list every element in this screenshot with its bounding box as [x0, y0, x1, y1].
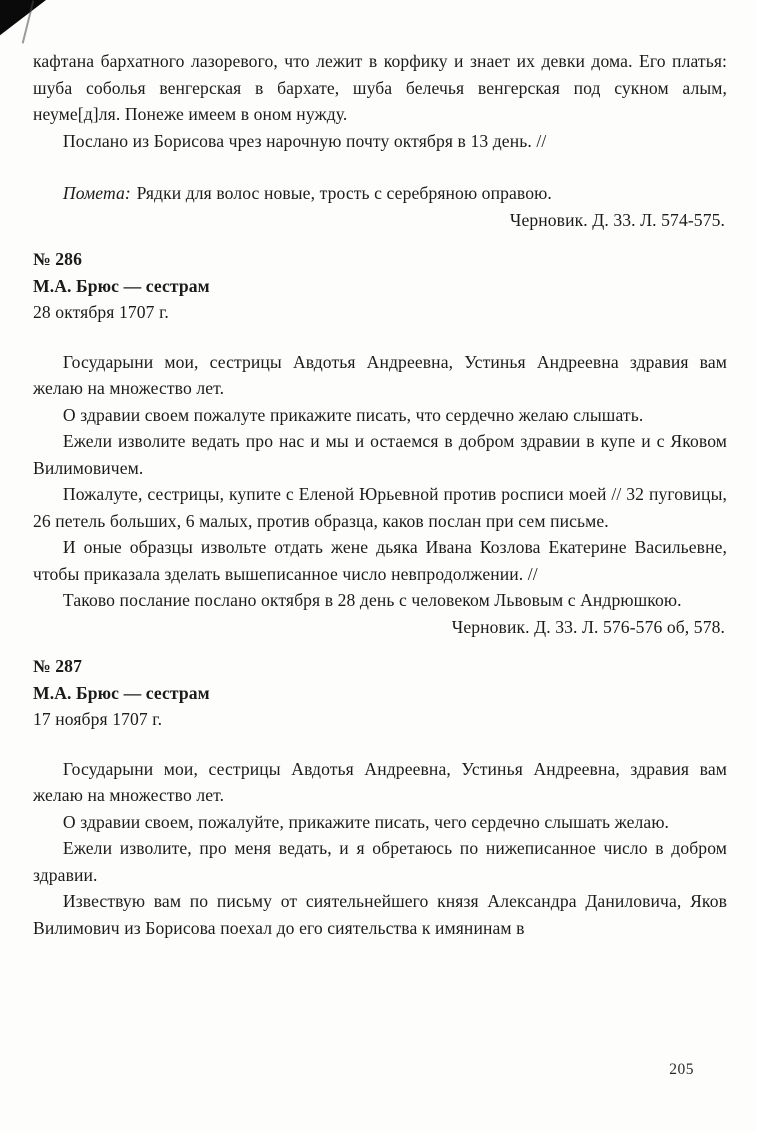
- book-page: [33, 48, 727, 941]
- paragraph: Извествую вам по письму от сиятельнейшего князя Александра Даниловича, Яков Вилимович из Борисова поехал до его сиятельства к имянинам в: [33, 891, 727, 938]
- paragraph: О здравии своем, пожалуйте, прикажите писать, чего сердечно слышать желаю.: [62, 811, 670, 832]
- letter-287: [33, 653, 727, 941]
- paragraph: Ежели изволите, про меня ведать, и я обретаюсь по нижеписанное число в добром здравии.: [33, 838, 727, 885]
- pometa-label: Помета:: [62, 183, 131, 203]
- letter-date: 28 октября 1707 г.: [33, 302, 169, 322]
- pometa-text: Рядки для волос новые, трость с серебряною оправою.: [136, 183, 552, 203]
- letter-287-heading: [33, 653, 727, 733]
- paragraph: Государыни мои, сестрицы Авдотья Андреевна, Устинья Андреевна, здравия вам желаю на множество лет.: [33, 758, 727, 805]
- archive-source: Черновик. Д. 33. Л. 574-575.: [509, 209, 725, 230]
- letter-number: № 287: [33, 656, 82, 676]
- letter-date: 17 ноября 1707 г.: [33, 709, 163, 729]
- paragraph: кафтана бархатного лазоревого, что лежит в корфику и знает их девки дома. Его платья: шуба соболья венгерская в бархате, шуба белечья венгерская под сукном алым, неуме[д]ля. Понеже имеем в оном нужду.: [33, 51, 727, 124]
- letter-286: [33, 246, 727, 640]
- paragraph: Государыни мои, сестрицы Авдотья Андреевна, Устинья Андреевна здравия вам желаю на множество лет.: [33, 351, 727, 398]
- archive-source: Черновик. Д. 33. Л. 576-576 об, 578.: [451, 616, 725, 637]
- paragraph: Таково послание послано октября в 28 день с человеком Львовым с Андрюшкою.: [62, 590, 682, 610]
- paragraph: Ежели изволите ведать про нас и мы и остаемся в добром здравии в купе и с Яковом Вилимовичем.: [33, 431, 727, 478]
- letter-285-continuation: [33, 48, 727, 233]
- letter-title: М.А. Брюс — сестрам: [33, 682, 210, 703]
- paragraph: Послано из Борисова чрез нарочную почту октября в 13 день. //: [62, 130, 547, 151]
- letter-286-heading: [33, 246, 727, 326]
- paragraph: О здравии своем пожалуте прикажите писать, что сердечно желаю слышать.: [62, 404, 644, 425]
- letter-number: № 286: [33, 249, 82, 269]
- pometa-paragraph: [33, 180, 727, 207]
- paragraph: И оные образцы извольте отдать жене дьяка Ивана Козлова Екатерине Васильевне, чтобы приказала зделать вышеписанное число невпродолжении. //: [33, 537, 727, 584]
- letter-title: М.А. Брюс — сестрам: [33, 275, 210, 296]
- page-number: 205: [669, 1061, 694, 1078]
- paragraph: Пожалуте, сестрицы, купите с Еленой Юрьевной против росписи моей // 32 пуговицы, 26 петель больших, 6 малых, против образца, каков послан при сем письме.: [33, 484, 727, 531]
